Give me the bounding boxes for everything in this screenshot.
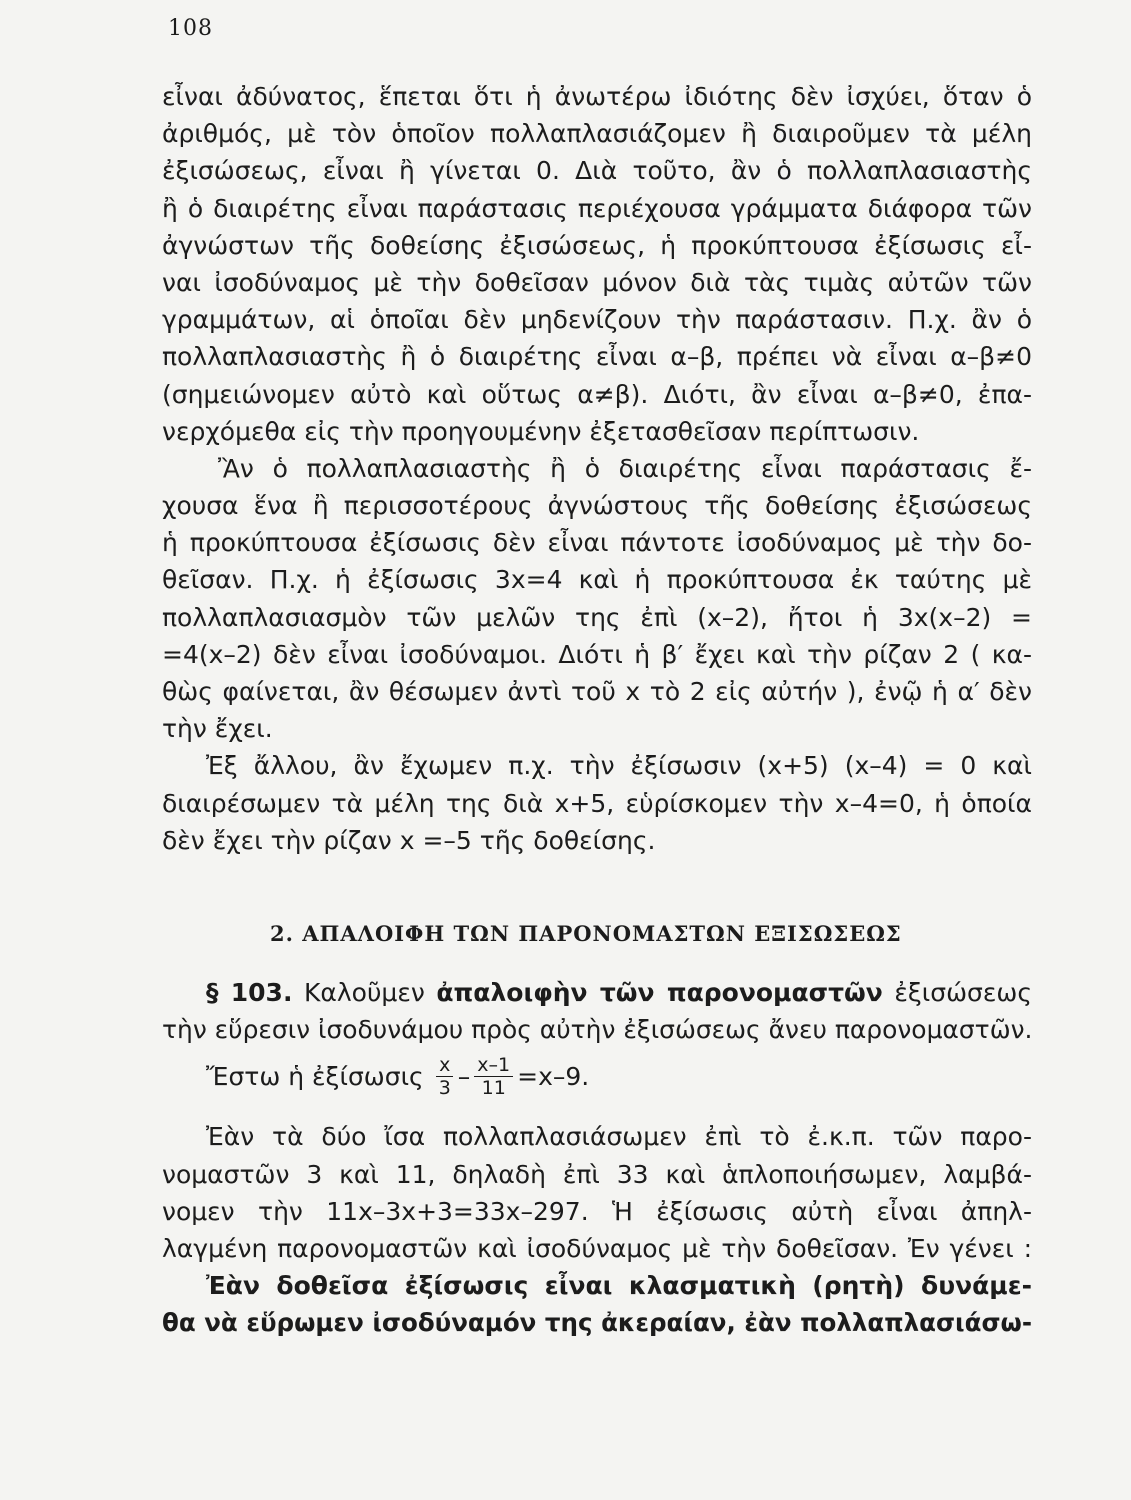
- page-number: 108: [168, 16, 213, 41]
- text-line: θεῖσαν. Π.χ. ἡ ἐξίσωσις 3x=4 καὶ ἡ προκύπτουσα ἐκ ταύτης μὲ: [162, 565, 1032, 595]
- definition-rest: ἐξισώσεως: [894, 977, 1032, 1007]
- text-line: τὴν εὕρεσιν ἰσοδυνάμου πρὸς αὐτὴν ἐξισώσεως ἄνευ παρονομαστῶν.: [162, 1015, 1033, 1045]
- text-line: (σημειώνομεν αὐτὸ καὶ οὕτως α≠β). Διότι, ἂν εἶναι α–β≠0, ἐπα-: [162, 379, 1032, 409]
- theorem-line: θα νὰ εὕρωμεν ἰσοδύναμόν της ἀκεραίαν, ἐὰν πολλαπλασιάσω-: [162, 1308, 1033, 1338]
- text-line: τὴν ἔχει.: [162, 714, 273, 744]
- text-line: νερχόμεθα εἰς τὴν προηγουμένην ἐξετασθεῖσαν περίπτωσιν.: [162, 416, 920, 446]
- definition-line: [162, 974, 1032, 1011]
- text-line: ἐξισώσεως, εἶναι ἢ γίνεται 0. Διὰ τοῦτο, ἂν ὁ πολλαπλασιαστὴς: [162, 156, 1032, 186]
- text-line: Ἐὰν τὰ δύο ἴσα πολλαπλασιάσωμεν ἐπὶ τὸ ἐ.κ.π. τῶν παρο-: [206, 1122, 1032, 1152]
- text-line: Ἐξ ἄλλου, ἂν ἔχωμεν π.χ. τὴν ἐξίσωσιν (x+5) (x–4) = 0 καὶ: [206, 751, 1032, 781]
- text-line: εἶναι ἀδύνατος, ἕπεται ὅτι ἡ ἀνωτέρω ἰδιότης δὲν ἰσχύει, ὅταν ὁ: [162, 82, 1032, 111]
- fraction-denominator: 11: [481, 1076, 506, 1099]
- text-line: Ἂν ὁ πολλαπλασιαστὴς ἢ ὁ διαιρέτης εἶναι παράστασις ἔ-: [218, 453, 1032, 483]
- equation-rhs: =x–9.: [517, 1061, 590, 1091]
- text-line: πολλαπλασιαστὴς ἢ ὁ διαιρέτης εἶναι α–β, πρέπει νὰ εἶναι α–β≠0: [162, 342, 1032, 372]
- text-line: διαιρέσωμεν τὰ μέλη της διὰ x+5, εὑρίσκομεν τὴν x–4=0, ἡ ὁποία: [162, 788, 1032, 818]
- text-line: =4(x–2) δὲν εἶναι ἰσοδύναμοι. Διότι ἡ β′ ἔχει καὶ τὴν ρίζαν 2 ( κα-: [162, 639, 1032, 669]
- fraction-x-over-3: [436, 1054, 454, 1099]
- paragraph-1: [162, 78, 1032, 450]
- paragraph-3: [162, 747, 1032, 859]
- text-line: δὲν ἔχει τὴν ρίζαν x =–5 τῆς δοθείσης.: [162, 825, 656, 855]
- fraction-denominator: 3: [438, 1076, 451, 1099]
- theorem-line: Ἐὰν δοθεῖσα ἐξίσωσις εἶναι κλασματικὴ (ρητὴ) δυνάμε-: [206, 1271, 1032, 1301]
- text-line: πολλαπλασιασμὸν τῶν μελῶν της ἐπὶ (x–2), ἤτοι ἡ 3x(x–2) =: [162, 602, 1032, 632]
- example-equation: [162, 1048, 1032, 1104]
- section-heading: 2. ΑΠΑΛΟΙΦΗ ΤΩΝ ΠΑΡΟΝΟΜΑΣΤΩΝ ΕΞΙΣΩΣΕΩΣ: [270, 920, 902, 946]
- minus-sign: –: [457, 1061, 471, 1091]
- text-line: θὼς φαίνεται, ἂν θέσωμεν ἀντὶ τοῦ x τὸ 2 εἰς αὐτήν ), ἐνῷ ἡ α′ δὲν: [162, 677, 1032, 706]
- definition-term: ἀπαλοιφὴν τῶν παρονομαστῶν: [436, 977, 883, 1007]
- definition-intro: Καλοῦμεν: [303, 977, 425, 1007]
- text-line: ἀγνώστων τῆς δοθείσης ἐξισώσεως, ἡ προκύπτουσα ἐξίσωσις εἶ-: [162, 230, 1032, 260]
- paragraph-2: [162, 450, 1032, 748]
- text-line: ἡ προκύπτουσα ἐξίσωσις δὲν εἶναι πάντοτε ἰσοδύναμος μὲ τὴν δο-: [162, 528, 1032, 558]
- example-prefix: Ἔστω ἡ ἐξίσωσις: [206, 1061, 424, 1091]
- text-line: ναι ἰσοδύναμος μὲ τὴν δοθεῖσαν μόνον διὰ τὰς τιμὰς αὐτῶν τῶν: [162, 267, 1032, 297]
- text-line: νομεν τὴν 11x–3x+3=33x–297. Ἡ ἐξίσωσις αὐτὴ εἶναι ἀπηλ-: [162, 1196, 1032, 1226]
- text-line: γραμμάτων, αἱ ὁποῖαι δὲν μηδενίζουν τὴν παράστασιν. Π.χ. ἂν ὁ: [162, 305, 1032, 335]
- fraction-numerator: x–1: [474, 1054, 513, 1077]
- paragraph-6: [162, 1267, 1032, 1341]
- paragraph-5: [162, 1118, 1032, 1267]
- paragraph-4: [162, 974, 1032, 1048]
- text-line: χουσα ἕνα ἢ περισσοτέρους ἀγνώστους τῆς δοθείσης ἐξισώσεως: [162, 491, 1032, 521]
- section-mark: § 103.: [206, 977, 293, 1007]
- fraction-numerator: x: [436, 1054, 453, 1077]
- text-line: νομαστῶν 3 καὶ 11, δηλαδὴ ἐπὶ 33 καὶ ἁπλοποιήσωμεν, λαμβά-: [162, 1159, 1032, 1189]
- text-line: λαγμένη παρονομαστῶν καὶ ἰσοδύναμος μὲ τὴν δοθεῖσαν. Ἐν γένει :: [162, 1233, 1032, 1263]
- text-line: ἀριθμός, μὲ τὸν ὁποῖον πολλαπλασιάζομεν ἢ διαιροῦμεν τὰ μέλη: [162, 119, 1032, 149]
- text-line: ἢ ὁ διαιρέτης εἶναι παράστασις περιέχουσα γράμματα διάφορα τῶν: [162, 193, 1032, 223]
- page-body: [162, 78, 1032, 1341]
- fraction-x-minus-1-over-11: [474, 1054, 513, 1099]
